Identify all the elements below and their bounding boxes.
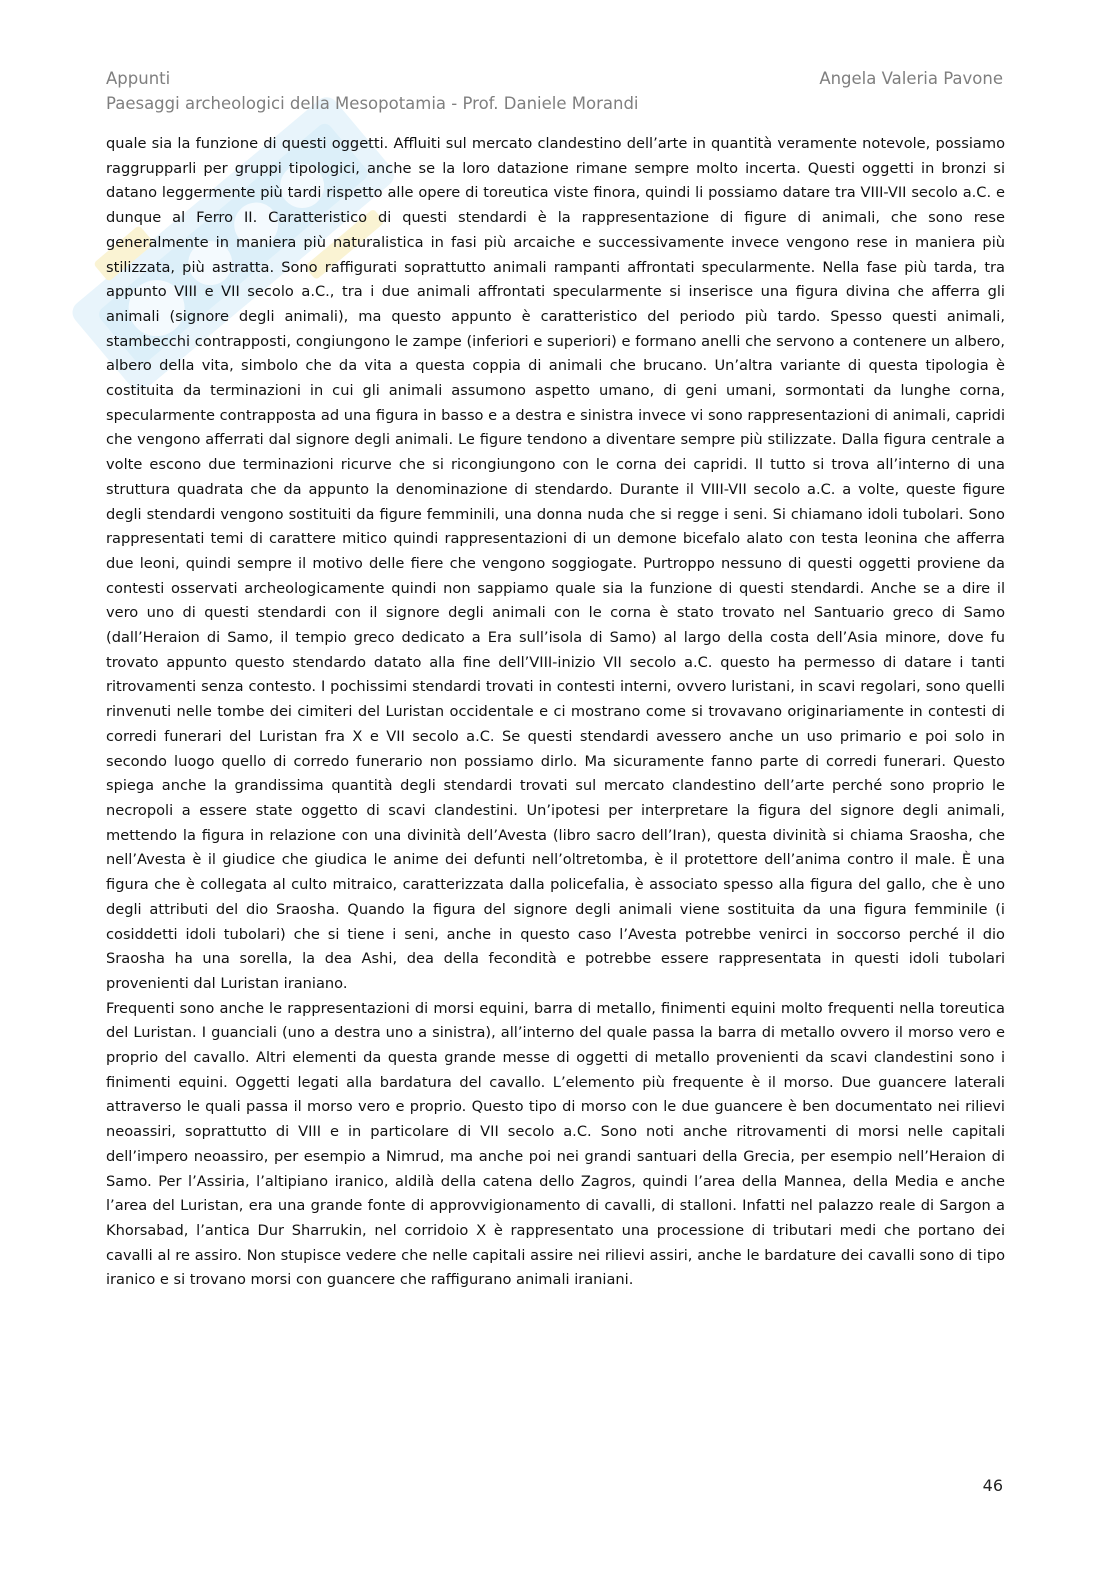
- header-category: Appunti: [106, 69, 171, 88]
- header-course: Paesaggi archeologici della Mesopotamia - Prof. Daniele Morandi: [106, 94, 639, 113]
- page-number: 46: [982, 1476, 1003, 1495]
- paragraph-1: quale sia la funzione di questi oggetti. Affluiti sul mercato clandestino dell’arte in quantità veramente notevole, possiamo raggrupparli per gruppi tipologici, anche se la loro datazione rimane sempre molto incerta. Questi oggetti in bronzi si datano leggermente più tardi rispetto alle opere di toreutica viste finora, quindi li possiamo datare tra VIII-VII secolo a.C. e dunque al Ferro II. Caratteristico di questi stendardi è la rappresentazione di figure di animali, che sono rese generalmente in maniera più naturalistica in fasi più arcaiche e successivamente invece vengono rese in maniera più stilizzata, più astratta. Sono raffigurati soprattutto animali rampanti affrontati specularmente. Nella fase più tarda, tra appunto VIII e VII secolo a.C., tra i due animali affrontati specularmente si inserisce una figura divina che afferra gli animali (signore degli animali), ma questo appunto è caratteristico del periodo più tardo. Spesso questi animali, stambecchi contrapposti, congiungono le zampe (inferiori e superiori) e formano anelli che servono a contenere un albero, albero della vita, simbolo che da vita a questa coppia di animali che brucano. Un’altra variante di questa tipologia è costituita da terminazioni in cui gli animali assumono aspetto umano, di geni umani, sormontati da lunghe corna, specularmente contrapposta ad una figura in basso e a destra e sinistra invece vi sono rappresentazioni di animali, capridi che vengono afferrati dal signore degli animali. Le figure tendono a diventare sempre più stilizzate. Dalla figura centrale a volte escono due terminazioni ricurve che si ricongiungono con le corna dei capridi. Il tutto si trova all’interno di una struttura quadrata che da appunto la denominazione di stendardo. Durante il VIII-VII secolo a.C. a volte, queste figure degli stendardi vengono sostituiti da figure femminili, una donna nuda che si regge i seni. Si chiamano idoli tubolari. Sono rappresentati temi di carattere mitico quindi rappresentazioni di un demone bicefalo alato con testa leonina che afferra due leoni, quindi sempre il motivo delle fiere che vengono soggiogate. Purtroppo nessuno di questi oggetti proviene da contesti osservati archeologicamente quindi non sappiamo quale sia la funzione di questi stendardi. Anche se a dire il vero uno di questi stendardi con il signore degli animali con le corna è stato trovato nel Santuario greco di Samo (dall’Heraion di Samo, il tempio greco dedicato a Era sull’isola di Samo) al largo della costa dell’Asia minore, dove fu trovato appunto questo stendardo datato alla fine dell’VIII-inizio VII secolo a.C. questo ha permesso di datare i tanti ritrovamenti senza contesto. I pochissimi stendardi trovati in contesti interni, ovvero luristani, in scavi regolari, sono quelli rinvenuti nelle tombe dei cimiteri del Luristan occidentale e ci mostrano come si trovavano originariamente in contesti di corredi funerari del Luristan fra X e VII secolo a.C. Se questi stendardi avessero anche un uso primario e poi solo in secondo luogo quello di corredo funerario non possiamo dirlo. Ma sicuramente fanno parte di corredi funerari. Questo spiega anche la grandissima quantità degli stendardi trovati sul mercato clandestino dell’arte perché sono proprio le necropoli a essere state oggetto di scavi clandestini. Un’ipotesi per interpretare la figura del signore degli animali, mettendo la figura in relazione con una divinità dell’Avesta (libro sacro dell’Iran), questa divinità si chiama Sraosha, che nell’Avesta è il giudice che giudica le anime dei defunti nell’oltretomba, è il protettore dell’anima contro il male. È una figura che è collegata al culto mitraico, caratterizzata dalla policefalia, è associato spesso alla figura del gallo, che è uno degli attributi del dio Sraosha. Quando la figura del signore degli animali viene sostituita da una figura femminile (i cosiddetti idoli tubolari) che si tiene i seni, anche in questo caso l’Avesta potrebbe venirci in soccorso perché il dio Sraosha ha una sorella, la dea Ashi, dea della fecondità e potrebbe essere rappresentata in questi idoli tubolari provenienti dal Luristan iraniano.: [106, 135, 1005, 992]
- paragraph-2: Frequenti sono anche le rappresentazioni di morsi equini, barra di metallo, finimenti equini molto frequenti nella toreutica del Luristan. I guanciali (uno a destra uno a sinistra), all’interno del quale passa la barra di metallo ovvero il morso vero e proprio del cavallo. Altri elementi da questa grande messe di oggetti di metallo provenienti da scavi clandestini sono i finimenti equini. Oggetti legati alla bardatura del cavallo. L’elemento più frequente è il morso. Due guancere laterali attraverso le quali passa il morso vero e proprio. Questo tipo di morso con le due guancere è ben documentato nei rilievi neoassiri, soprattutto di VIII e in particolare di VII secolo a.C. Sono noti anche ritrovamenti di morsi nelle capitali dell’impero neoassiro, per esempio a Nimrud, ma anche poi nei grandi santuari della Grecia, per esempio nell’Heraion di Samo. Per l’Assiria, l’altipiano iranico, aldilà della catena dello Zagros, quindi l’area della Mannea, della Media e anche l’area del Luristan, era una grande fonte di approvvigionamento di cavalli, di stalloni. Infatti nel palazzo reale di Sargon a Khorsabad, l’antica Dur Sharrukin, nel corridoio X è rappresentato una processione di tributari medi che portano dei cavalli al re assiro. Non stupisce vedere che nelle capitali assire nei rilievi assiri, anche le bardature dei cavalli sono di tipo iranico e si trovano morsi con guancere che raffigurano animali iraniani.: [106, 999, 1005, 1289]
- header-author: Angela Valeria Pavone: [819, 69, 1003, 88]
- header-left: [106, 66, 639, 116]
- body-text: [106, 132, 1005, 1293]
